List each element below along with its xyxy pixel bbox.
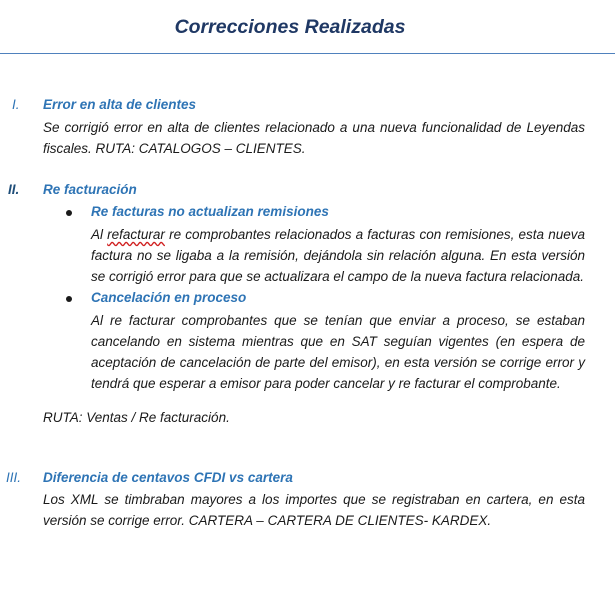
bullet-icon	[66, 210, 72, 216]
section-numeral: I.	[12, 97, 20, 112]
section-route: RUTA: Ventas / Re facturación.	[43, 410, 230, 425]
section-heading: Error en alta de clientes	[43, 97, 197, 112]
section-numeral: II.	[8, 182, 20, 197]
item-body: Al refacturar re comprobantes relacionados a facturas con remisiones, esta nueva factura no se ligaba a la remisión, dejándola sin relación alguna. En esta versión se corrigió error para que se actualizara el campo de la nueva factura relacionada.	[91, 227, 585, 284]
title-divider	[0, 53, 615, 54]
page-title: Correcciones Realizadas	[174, 16, 406, 38]
item-heading: Cancelación en proceso	[91, 290, 247, 305]
section-body: Se corrigió error en alta de clientes relacionado a una nueva funcionalidad de Leyendas fiscales. RUTA: CATALOGOS – CLIENTES.	[43, 120, 585, 156]
section-body: Los XML se timbraban mayores a los importes que se registraban en cartera, en esta versión se corrige error. CARTERA – CARTERA DE CLIENTES- KARDEX.	[43, 492, 585, 528]
item-body: Al re facturar comprobantes que se tenían que enviar a proceso, se estaban cancelando en sistema mientras que en SAT seguían vigentes (en espera de aceptación de cancelación de parte del emisor), en esta versión se corrige error y tendrá que esperar a emisor para poder cancelar y re facturar el comprobante.	[91, 313, 585, 391]
section-heading: Diferencia de centavos CFDI vs cartera	[43, 470, 293, 485]
spellcheck-flagged-word[interactable]: refacturar	[107, 227, 165, 242]
item-heading: Re facturas no actualizan remisiones	[91, 204, 329, 219]
section-heading: Re facturación	[43, 182, 137, 197]
bullet-icon	[66, 296, 72, 302]
section-numeral: III.	[6, 470, 22, 485]
